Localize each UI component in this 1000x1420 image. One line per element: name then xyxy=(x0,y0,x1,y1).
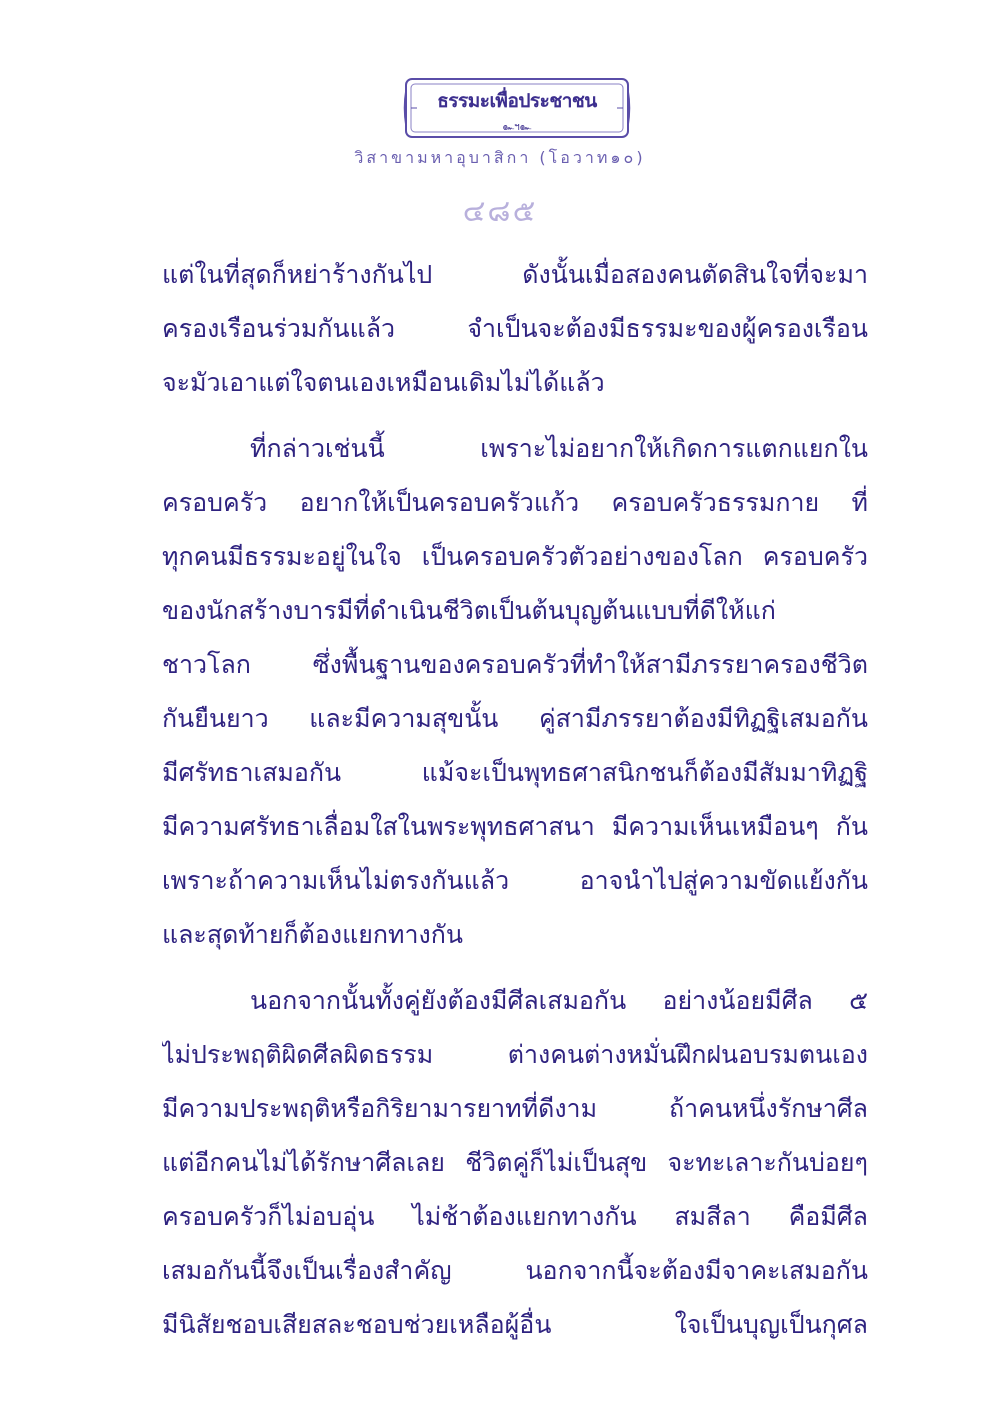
text-line: ครอบครัวก็ไม่อบอุ่น ไม่ช้าต้องแยกทางกัน สมสีลา คือมีศีล xyxy=(162,1202,868,1231)
text-line: เสมอกันนี้จึงเป็นเรื่องสำคัญ นอกจากนี้จะต้องมีจาคะเสมอกัน xyxy=(162,1256,868,1285)
text-line: ครอบครัว อยากให้เป็นครอบครัวแก้ว ครอบครัวธรรมกาย ที่ xyxy=(162,488,868,517)
chapter-subtitle: วิสาขามหาอุบาสิกา (โอวาท๑๐) xyxy=(354,148,646,167)
text-line: กันยืนยาว และมีความสุขนั้น คู่สามีภรรยาต้องมีทิฏฐิเสมอกัน xyxy=(162,704,868,733)
paragraph xyxy=(162,248,868,410)
text-line: มีความศรัทธาเลื่อมใสในพระพุทธศาสนา มีความเห็นเหมือนๆ กัน xyxy=(162,812,868,841)
text-line: แต่อีกคนไม่ได้รักษาศีลเลย ชีวิตคู่ก็ไม่เป็นสุข จะทะเลาะกันบ่อยๆ xyxy=(162,1148,868,1177)
body-text xyxy=(162,248,868,1352)
paragraph xyxy=(162,422,868,962)
text-line: มีนิสัยชอบเสียสละชอบช่วยเหลือผู้อื่น ใจเป็นบุญเป็นกุศล xyxy=(162,1310,868,1339)
text-line: ที่กล่าวเช่นนี้ เพราะไม่อยากให้เกิดการแตกแยกใน xyxy=(250,434,868,463)
text-line: นอกจากนั้นทั้งคู่ยังต้องมีศีลเสมอกัน อย่างน้อยมีศีล ๕ xyxy=(250,986,868,1015)
logo-subtitle: ๛ฯ๛ xyxy=(502,122,532,133)
publication-logo xyxy=(403,76,631,140)
text-line: ครองเรือนร่วมกันแล้ว จำเป็นจะต้องมีธรรมะของผู้ครองเรือน xyxy=(162,314,868,343)
page-number: ๔๘๕ xyxy=(462,194,538,229)
logo-title: ธรรมะเพื่อประชาชน xyxy=(437,90,597,112)
text-line: เพราะถ้าความเห็นไม่ตรงกันแล้ว อาจนำไปสู่ความขัดแย้งกัน xyxy=(162,866,868,895)
text-line: จะมัวเอาแต่ใจตนเองเหมือนเดิมไม่ได้แล้ว xyxy=(162,368,605,397)
text-line: และสุดท้ายก็ต้องแยกทางกัน xyxy=(162,920,463,949)
text-line: ชาวโลก ซึ่งพื้นฐานของครอบครัวที่ทำให้สามีภรรยาครองชีวิต xyxy=(162,650,868,679)
text-line: มีศรัทธาเสมอกัน แม้จะเป็นพุทธศาสนิกชนก็ต้องมีสัมมาทิฏฐิ xyxy=(162,758,868,787)
text-line: ทุกคนมีธรรมะอยู่ในใจ เป็นครอบครัวตัวอย่างของโลก ครอบครัว xyxy=(162,542,868,571)
text-line: ของนักสร้างบารมีที่ดำเนินชีวิตเป็นต้นบุญต้นแบบที่ดีให้แก่ xyxy=(162,596,776,625)
paragraph xyxy=(162,974,868,1352)
text-line: มีความประพฤติหรือกิริยามารยาทที่ดีงาม ถ้าคนหนึ่งรักษาศีล xyxy=(162,1094,868,1123)
text-line: ไม่ประพฤติผิดศีลผิดธรรม ต่างคนต่างหมั่นฝึกฝนอบรมตนเอง xyxy=(162,1040,868,1069)
text-line: แต่ในที่สุดก็หย่าร้างกันไป ดังนั้นเมื่อสองคนตัดสินใจที่จะมา xyxy=(162,260,868,289)
